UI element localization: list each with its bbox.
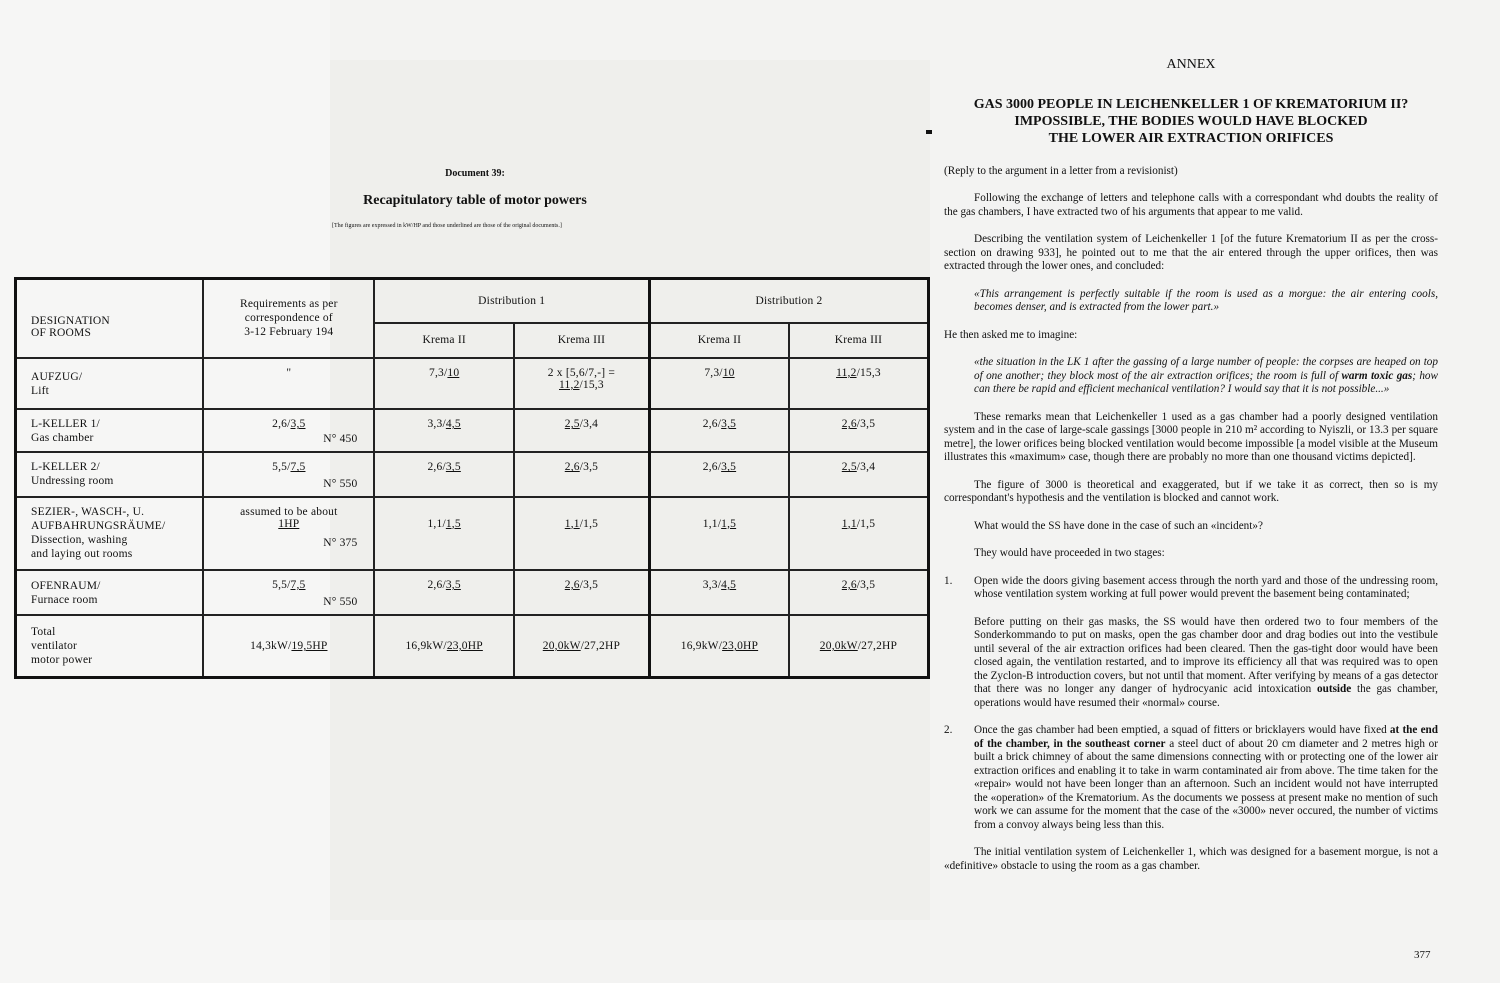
requirement-cell: [203, 358, 374, 409]
requirement-number: N° 375: [323, 536, 358, 549]
row-label-line: L-KELLER 1/: [31, 417, 100, 430]
annex-label: ANNEX: [1166, 57, 1216, 72]
value-text: /27,2HP: [857, 640, 898, 653]
value-text: 1,1/: [427, 517, 446, 530]
value-underlined: 2,6: [841, 578, 857, 591]
header-distribution-2: Distribution 2: [649, 279, 928, 323]
value-cell: [374, 497, 514, 570]
value-underlined: 1,1: [841, 517, 857, 530]
total-row: [16, 615, 929, 677]
requirement-value: 5,5/: [272, 578, 291, 591]
value-underlined: 4,5: [721, 578, 737, 591]
header-d1-krema-iii: Krema III: [514, 323, 650, 358]
row-label: [16, 452, 204, 496]
total-value: [374, 615, 514, 677]
paragraph: They would have proceeded in two stages:: [974, 547, 1165, 559]
requirement-underlined: 7,5: [290, 578, 306, 591]
row-label-line: L-KELLER 2/: [31, 461, 100, 474]
value-text: 2,6/: [702, 418, 722, 431]
annex-article: [944, 58, 1438, 873]
paragraph-text: the gas chamber, operations would have resumed their «normal» course.: [974, 683, 1438, 709]
row-label: [16, 497, 204, 570]
requirement-cell: [203, 497, 374, 570]
requirement-value: 5,5/: [272, 461, 291, 474]
title-line: IMPOSSIBLE, THE BODIES WOULD HAVE BLOCKED: [1014, 113, 1368, 129]
row-label-line: OFENRAUM/: [31, 579, 101, 592]
paragraph-text: Before putting on their gas masks, the SS would have then ordered two to four members of the Sonderkommando to put on masks, open the gas chamber door and drag bodies out into the vestibule until several of the air extraction orifices had been cleared. Then the gas-tight door would have been closed again, the ventilation restarted, and to improve its efficiency all that was required was to open the Zyclon-B introduction covers, but not until that moment. After verifying by means of a gas detector that there was no longer any danger of hydrocyanic acid intoxication: [974, 615, 1438, 695]
paragraph: The initial ventilation system of Leichenkeller 1, which was designed for a basement morgue, is not a «definitive» obstacle to using the room as a gas chamber.: [944, 846, 1438, 872]
item-number: 1.: [944, 574, 953, 587]
requirement-value: assumed to be about: [240, 505, 338, 518]
quotation: [974, 356, 1438, 397]
value-cell: [514, 358, 650, 409]
paragraph: He then asked me to imagine:: [944, 328, 1078, 341]
value-underlined: 19,5HP: [291, 640, 328, 653]
value-cell: [649, 358, 789, 409]
value-underlined: 1,5: [721, 517, 737, 530]
value-underlined: 20,0kW: [542, 640, 581, 653]
value-text: /15,3: [579, 378, 604, 391]
value-text: 16,9kW/: [680, 640, 723, 653]
value-text: 2,6/: [702, 461, 722, 474]
row-label-line: ventilator: [31, 640, 78, 653]
row-label-line: Lift: [31, 384, 50, 397]
requirement-number: N° 550: [323, 477, 358, 490]
motor-power-table: [14, 277, 930, 679]
header-d2-krema-ii: Krema II: [649, 323, 789, 358]
title-line: THE LOWER AIR EXTRACTION ORIFICES: [1048, 130, 1334, 146]
item-text-part: Once the gas chamber had been emptied, a squad of fitters or bricklayers would have fixed: [974, 724, 1390, 736]
value-cell: [649, 570, 789, 615]
value-cell: [649, 409, 789, 452]
value-underlined: 3,5: [721, 418, 737, 431]
quotation: «This arrangement is perfectly suitable if the room is used as a morgue: the air entering cools, becomes denser, and is extracted from the lower part.»: [974, 287, 1438, 313]
value-underlined: 3,5: [721, 461, 737, 474]
total-value: [789, 615, 929, 677]
value-cell: [789, 497, 929, 570]
header-distribution-1: Distribution 1: [374, 279, 649, 323]
item-text: Open wide the doors giving basement access through the north yard and those of the undressing room, whose ventilation system working at full power would prevent the basement being contaminated;: [974, 574, 1438, 600]
document-number: Document 39:: [445, 168, 505, 179]
value-text: 7,3/: [429, 366, 448, 379]
quote-text: ; how can there be rapid and efficient mechanical ventilation? I would say that it is not possible...»: [974, 369, 1438, 395]
row-label-line: Undressing room: [31, 475, 114, 488]
value-text: /3,5: [579, 578, 599, 591]
total-value: [514, 615, 650, 677]
value-underlined: 2,5: [841, 461, 857, 474]
row-label-line: AUFZUG/: [31, 370, 83, 383]
value-cell: [374, 358, 514, 409]
value-text: 2,6/: [427, 578, 446, 591]
total-value: [649, 615, 789, 677]
value-underlined: 2,6: [564, 578, 580, 591]
header-requirements: Requirements as per correspondence of 3-12 February 194: [203, 279, 374, 358]
value-text: 7,3/: [704, 366, 723, 379]
numbered-item: [944, 575, 1438, 602]
row-label: [16, 570, 204, 615]
value-cell: [789, 452, 929, 496]
table-row: [16, 570, 929, 615]
value-cell: [789, 570, 929, 615]
item-text-bold: at the end of the chamber, in the southeast corner: [974, 724, 1438, 750]
value-cell: [789, 358, 929, 409]
requirement-underlined: 7,5: [290, 461, 306, 474]
header-designation: DESIGNATION OF ROOMS: [16, 279, 204, 358]
value-underlined: 11,2: [836, 366, 857, 379]
paragraph: The figure of 3000 is theoretical and exaggerated, but if we take it as correct, then so is my correspondant's hypothesis and the ventilation is blocked and cannot work.: [944, 478, 1438, 504]
row-label-line: Gas chamber: [31, 431, 94, 444]
value-text: 3,3/: [702, 578, 722, 591]
value-text: /3,4: [579, 418, 599, 431]
item-number: 2.: [944, 724, 953, 736]
header-d1-krema-ii: Krema II: [374, 323, 514, 358]
requirement-number: N° 550: [323, 596, 358, 609]
value-underlined: 11,2: [559, 378, 580, 391]
value-underlined: 23,0HP: [722, 640, 759, 653]
value-cell: [514, 409, 650, 452]
value-cell: [514, 452, 650, 496]
requirement-underlined: 1HP: [278, 517, 300, 530]
row-label: [16, 358, 204, 409]
value-text: /1,5: [856, 517, 876, 530]
paragraph: [974, 616, 1438, 711]
page-number: 377: [1414, 949, 1431, 961]
value-text: /3,5: [856, 418, 876, 431]
value-cell: [789, 409, 929, 452]
total-requirement: [203, 615, 374, 677]
row-label-line: AUFBAHRUNGSRÄUME/: [31, 520, 166, 533]
header-d2-krema-iii: Krema III: [789, 323, 929, 358]
value-text: 1,1/: [702, 517, 722, 530]
value-text: /15,3: [856, 366, 881, 379]
row-label-line: Dissection, washing: [31, 534, 128, 547]
value-text: 16,9kW/: [405, 640, 447, 653]
row-label: [16, 409, 204, 452]
value-cell: [374, 570, 514, 615]
table-row: [16, 497, 929, 570]
table-row: [16, 452, 929, 496]
value-underlined: 1,1: [564, 517, 580, 530]
document-heading: [300, 168, 650, 229]
paragraph: Following the exchange of letters and telephone calls with a correspondant whd doubts the reality of the gas chambers, I have extracted two of his arguments that appear to me valid.: [944, 192, 1438, 218]
row-label-line: Total: [31, 626, 56, 639]
value-text: /27,2HP: [580, 640, 621, 653]
table-row: [16, 358, 929, 409]
value-underlined: 10: [722, 366, 735, 379]
paragraph: (Reply to the argument in a letter from a revisionist): [944, 164, 1178, 177]
value-cell: [374, 452, 514, 496]
value-cell: [649, 497, 789, 570]
paragraph: Describing the ventilation system of Leichenkeller 1 [of the future Krematorium II as per the cross-section on drawing 933], he pointed out to me that the air entered through the upper orifices, then was extracted through the lower ones, and concluded:: [944, 233, 1438, 272]
value-underlined: 4,5: [445, 418, 461, 431]
value-underlined: 10: [447, 366, 460, 379]
row-label-line: Furnace room: [31, 593, 98, 606]
table-row: [16, 409, 929, 452]
item-text: [974, 724, 1438, 832]
value-text: 3,3/: [427, 418, 446, 431]
requirement-cell: [203, 452, 374, 496]
numbered-item: [944, 724, 1438, 832]
value-cell: [374, 409, 514, 452]
value-text: /3,4: [856, 461, 876, 474]
row-label-line: and laying out rooms: [31, 548, 133, 561]
value-text: 14,3kW/: [250, 640, 292, 653]
requirement-cell: [203, 570, 374, 615]
value-cell: [514, 570, 650, 615]
requirement-value: ": [286, 366, 292, 379]
requirement-number: N° 450: [323, 433, 358, 446]
value-underlined: 2,5: [564, 418, 580, 431]
value-underlined: 1,5: [445, 517, 461, 530]
paragraph: What would the SS have done in the case of such an «incident»?: [974, 519, 1263, 532]
requirement-underlined: 3,5: [290, 418, 306, 431]
value-underlined: 3,5: [445, 461, 461, 474]
quote-text: «the situation in the LK 1 after the gassing of a large number of people: the corpses are heaped on top of one another; they block most of the air extraction orifices; the room is full of: [974, 356, 1438, 382]
value-underlined: 3,5: [445, 578, 461, 591]
value-underlined: 23,0HP: [446, 640, 483, 653]
value-underlined: 20,0kW: [819, 640, 858, 653]
document-title: Recapitulatory table of motor powers: [363, 193, 587, 208]
requirement-value: 2,6/: [272, 418, 291, 431]
quote-bold: warm toxic gas: [1341, 369, 1413, 382]
bullet-mark: [926, 130, 932, 134]
row-label: [16, 615, 204, 677]
article-title: [944, 96, 1438, 147]
value-cell: [649, 452, 789, 496]
item-text-part: a steel duct of about 20 cm diameter and 2 metres high or built a brick chimney of about the same dimensions connecting with or protecting one of the lower air extraction orifices and enabling it to take in warm contaminated air from above. The time taken for the «repair» would not have been longer than an afternoon. Such an incident would not have interrupted the «operation» of the Krematorium. As the documents we possess at present make no mention of such work we can assume for the moment that the case of the «3000» never occured, the number of victims from a convoy always being less than this.: [974, 737, 1438, 831]
document-note: [The figures are expressed in kW/HP and those underlined are those of the original documents.]: [332, 223, 562, 229]
requirement-cell: [203, 409, 374, 452]
title-line: GAS 3000 PEOPLE IN LEICHENKELLER 1 OF KREMATORIUM II?: [973, 96, 1409, 112]
value-underlined: 2,6: [564, 461, 580, 474]
value-text: 2 x [5,6/7,-] =: [547, 366, 616, 379]
value-text: /3,5: [579, 461, 599, 474]
paragraph: These remarks mean that Leichenkeller 1 used as a gas chamber had a poorly designed ventilation system and in the case of large-scale gassings [3000 people in 210 m² according to Nyiszli, or 13.3 per square metre], the lower orifices being blocked ventilation would become impossible [a model visible at the Museum illustrates this «maximum» case, though there are probably no more than one thousand victims depicted].: [944, 410, 1438, 463]
paragraph-bold: outside: [1317, 683, 1352, 695]
value-text: /3,5: [856, 578, 876, 591]
value-text: 2,6/: [427, 461, 446, 474]
row-label-line: motor power: [31, 654, 93, 667]
row-label-line: SEZIER-, WASCH-, U.: [31, 506, 145, 519]
value-underlined: 2,6: [841, 418, 857, 431]
value-cell: [514, 497, 650, 570]
value-text: /1,5: [579, 517, 599, 530]
